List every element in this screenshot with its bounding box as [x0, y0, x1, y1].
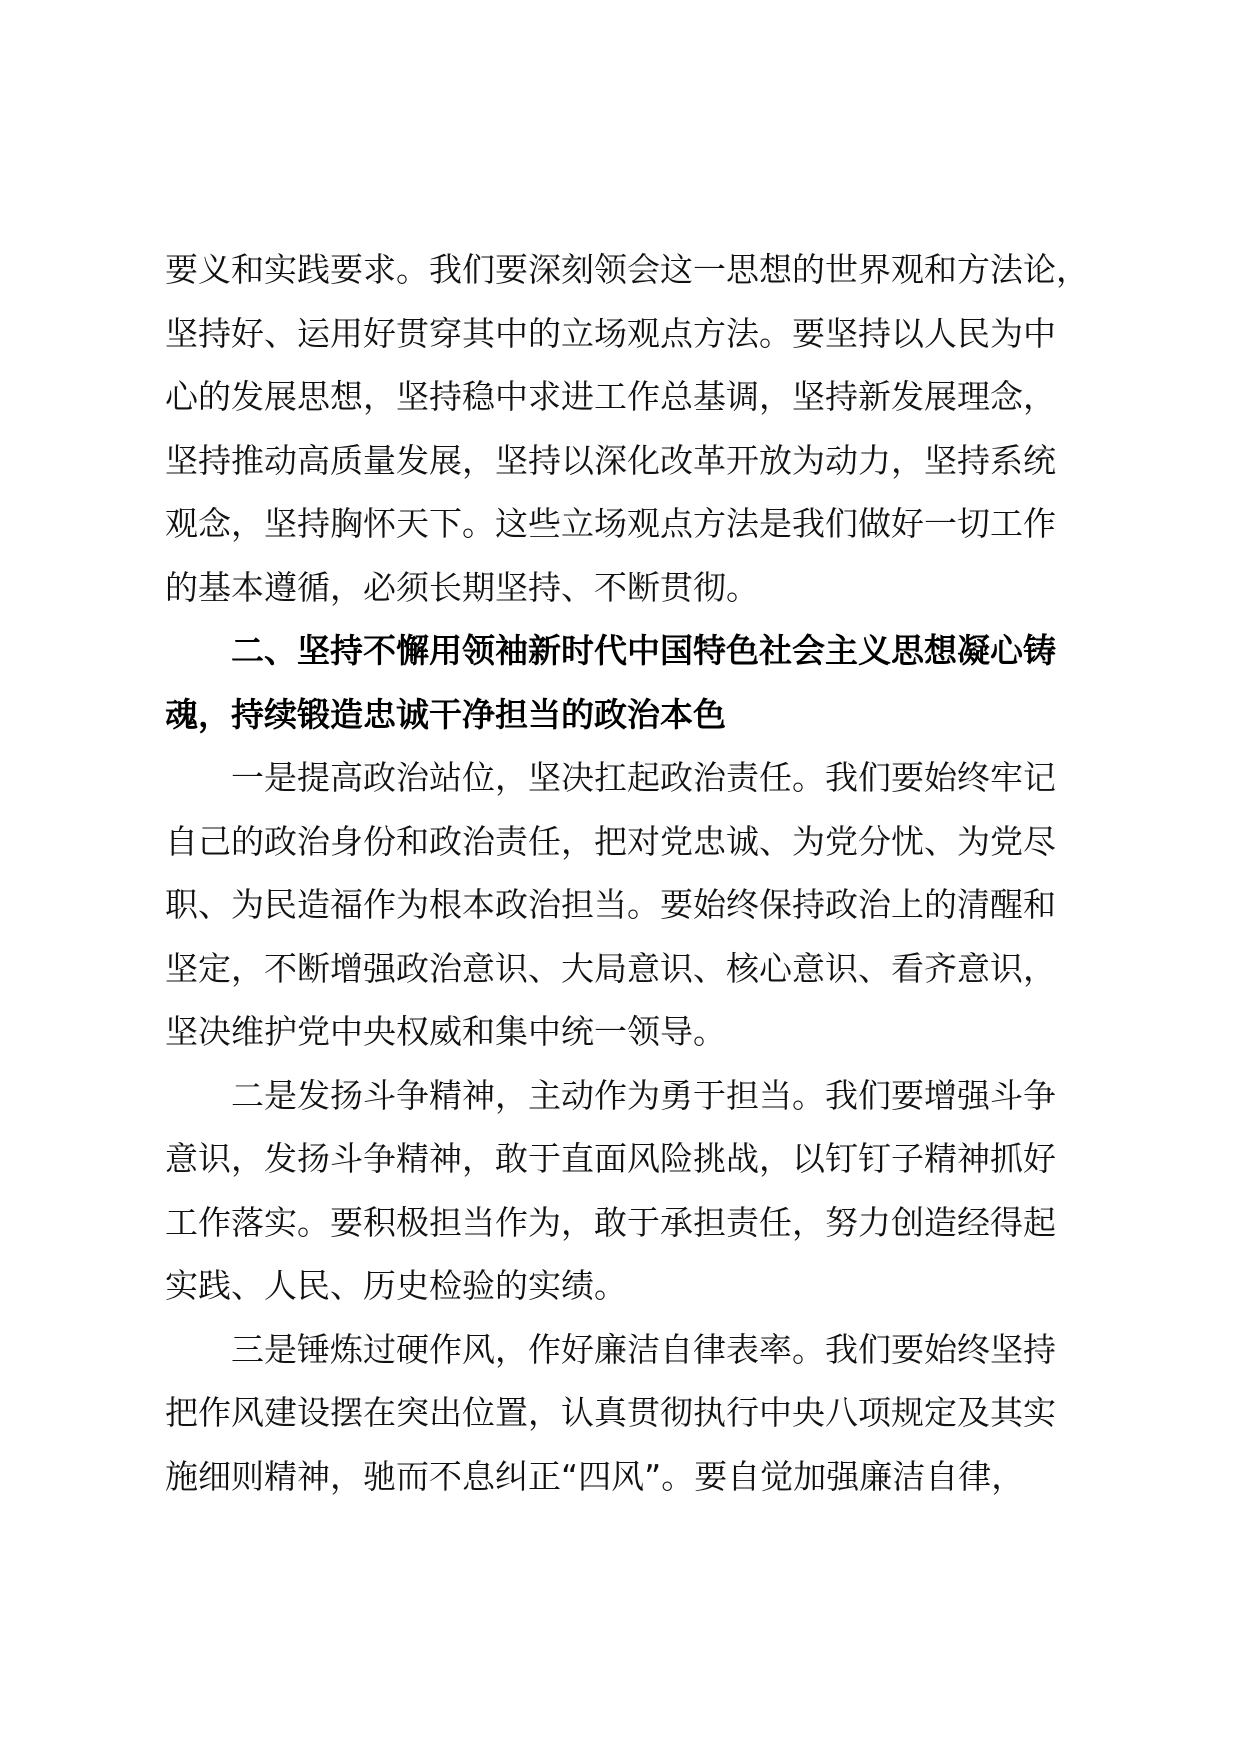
text-line: 施细则精神，驰而不息纠正“四风”。要自觉加强廉洁自律，	[165, 1456, 1025, 1496]
text-line: 坚定，不断增强政治意识、大局意识、核心意识、看齐意识，	[165, 948, 1056, 988]
text-line: 坚持好、运用好贯穿其中的立场观点方法。要坚持以人民为中	[165, 313, 1056, 353]
document-body	[165, 238, 1095, 1508]
text-line: 三是锤炼过硬作风，作好廉洁自律表率。我们要始终坚持	[231, 1329, 1056, 1369]
text-line: 意识，发扬斗争精神，敢于直面风险挑战，以钉钉子精神抓好	[165, 1139, 1056, 1178]
text-line: 的基本遵循，必须长期坚持、不断贯彻。	[165, 567, 759, 607]
text-line: 观念，坚持胸怀天下。这些立场观点方法是我们做好一切工作	[165, 504, 1056, 543]
text-line: 自己的政治身份和政治责任，把对党忠诚、为党分忧、为党尽	[165, 821, 1056, 861]
text-line: 坚持推动高质量发展，坚持以深化改革开放为动力，坚持系统	[165, 440, 1056, 480]
text-line: 坚决维护党中央权威和集中统一领导。	[165, 1012, 726, 1051]
section-heading-line: 魂，持续锻造忠诚干净担当的政治本色	[165, 694, 726, 734]
text-line: 工作落实。要积极担当作为，敢于承担责任，努力创造经得起	[165, 1202, 1056, 1242]
text-line: 二是发扬斗争精神，主动作为勇于担当。我们要增强斗争	[231, 1075, 1056, 1115]
text-line: 把作风建设摆在突出位置，认真贯彻执行中央八项规定及其实	[165, 1393, 1056, 1432]
text-line: 实践、人民、历史检验的实绩。	[165, 1266, 627, 1305]
section-heading-line: 二、坚持不懈用领袖新时代中国特色社会主义思想凝心铸	[231, 631, 1056, 670]
text-line: 职、为民造福作为根本政治担当。要始终保持政治上的清醒和	[165, 885, 1056, 924]
text-line: 一是提高政治站位，坚决扛起政治责任。我们要始终牢记	[231, 758, 1056, 797]
text-line: 要义和实践要求。我们要深刻领会这一思想的世界观和方法论，	[165, 250, 1089, 289]
text-line: 心的发展思想，坚持稳中求进工作总基调，坚持新发展理念，	[165, 377, 1056, 416]
